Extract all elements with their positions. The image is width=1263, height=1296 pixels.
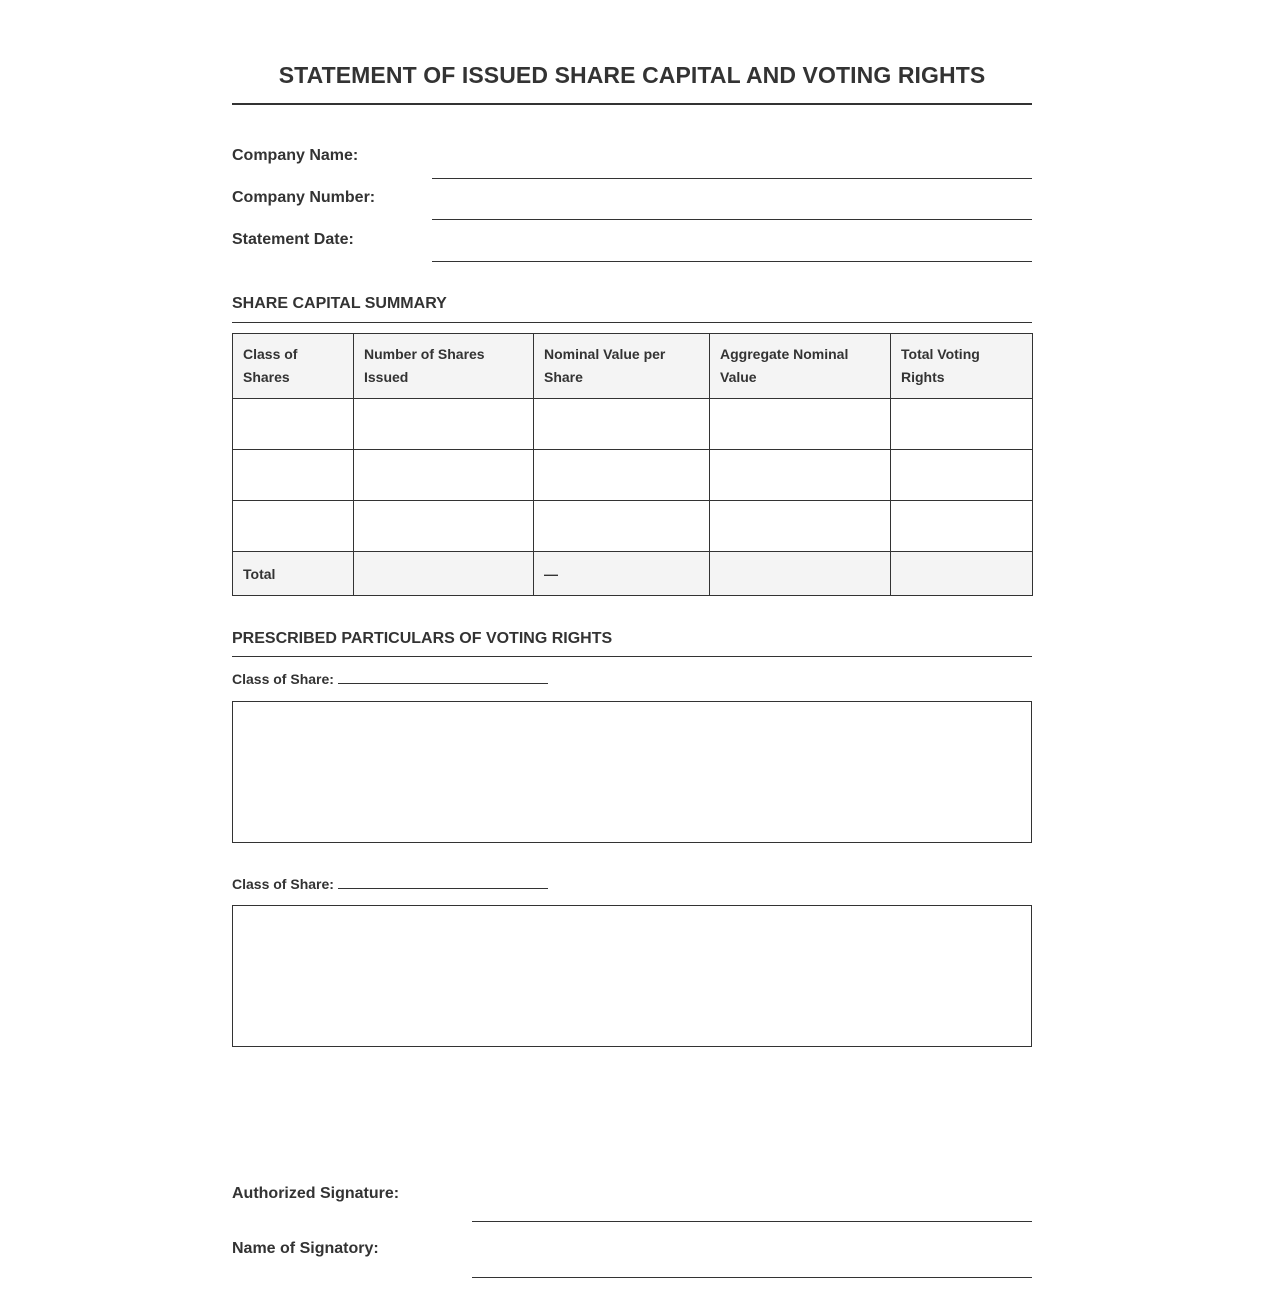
column-header-number-issued: Number of Shares Issued (354, 334, 534, 399)
table-cell[interactable] (710, 501, 891, 552)
share-capital-table (232, 333, 1033, 596)
total-shares-cell[interactable] (354, 552, 534, 596)
column-header-aggregate-value: Aggregate Nominal Value (710, 334, 891, 399)
class-of-share-label: Class of Share: (232, 671, 334, 687)
table-row (233, 399, 1033, 450)
total-label: Total (233, 552, 354, 596)
company-name-row (232, 147, 1032, 187)
total-nominal-value-cell: — (534, 552, 710, 596)
signatory-name-label: Name of Signatory: (232, 1240, 379, 1257)
class-of-share-line-2 (232, 876, 548, 892)
table-cell[interactable] (534, 501, 710, 552)
table-cell[interactable] (354, 450, 534, 501)
statement-date-field[interactable] (432, 261, 1032, 262)
total-voting-rights-cell[interactable] (891, 552, 1033, 596)
voting-particulars-box[interactable] (232, 905, 1032, 1047)
table-cell[interactable] (233, 399, 354, 450)
share-capital-divider (232, 322, 1032, 323)
table-row (233, 450, 1033, 501)
column-header-class: Class of Shares (233, 334, 354, 399)
company-number-label: Company Number: (232, 189, 376, 206)
company-name-label: Company Name: (232, 147, 359, 164)
table-cell[interactable] (891, 450, 1033, 501)
authorized-signature-label: Authorized Signature: (232, 1185, 400, 1202)
table-cell[interactable] (534, 399, 710, 450)
voting-particulars-box[interactable] (232, 701, 1032, 843)
class-of-share-line-1 (232, 671, 548, 687)
company-number-row (232, 189, 1032, 229)
statement-date-row (232, 231, 1032, 271)
document-title: STATEMENT OF ISSUED SHARE CAPITAL AND VOTING RIGHTS (278, 62, 986, 88)
table-cell[interactable] (710, 450, 891, 501)
table-row (233, 501, 1033, 552)
voting-rights-divider (232, 656, 1032, 657)
table-cell[interactable] (354, 399, 534, 450)
voting-rights-heading: PRESCRIBED PARTICULARS OF VOTING RIGHTS (232, 630, 613, 647)
title-divider (232, 103, 1032, 105)
class-of-share-field[interactable] (338, 671, 548, 684)
authorized-signature-field[interactable] (472, 1221, 1032, 1222)
table-cell[interactable] (891, 399, 1033, 450)
column-header-nominal-value: Nominal Value per Share (534, 334, 710, 399)
table-cell[interactable] (534, 450, 710, 501)
total-row (233, 552, 1033, 596)
table-cell[interactable] (233, 501, 354, 552)
company-name-field[interactable] (432, 178, 1032, 179)
column-header-voting-rights: Total Voting Rights (891, 334, 1033, 399)
table-header-row (233, 334, 1033, 399)
table-cell[interactable] (354, 501, 534, 552)
signatory-name-field[interactable] (472, 1277, 1032, 1278)
statement-date-label: Statement Date: (232, 231, 354, 248)
class-of-share-field[interactable] (338, 876, 548, 889)
company-number-field[interactable] (432, 219, 1032, 220)
table-cell[interactable] (710, 399, 891, 450)
class-of-share-label: Class of Share: (232, 876, 334, 892)
table-cell[interactable] (233, 450, 354, 501)
table-cell[interactable] (891, 501, 1033, 552)
share-capital-heading: SHARE CAPITAL SUMMARY (232, 295, 447, 312)
total-aggregate-value-cell[interactable] (710, 552, 891, 596)
